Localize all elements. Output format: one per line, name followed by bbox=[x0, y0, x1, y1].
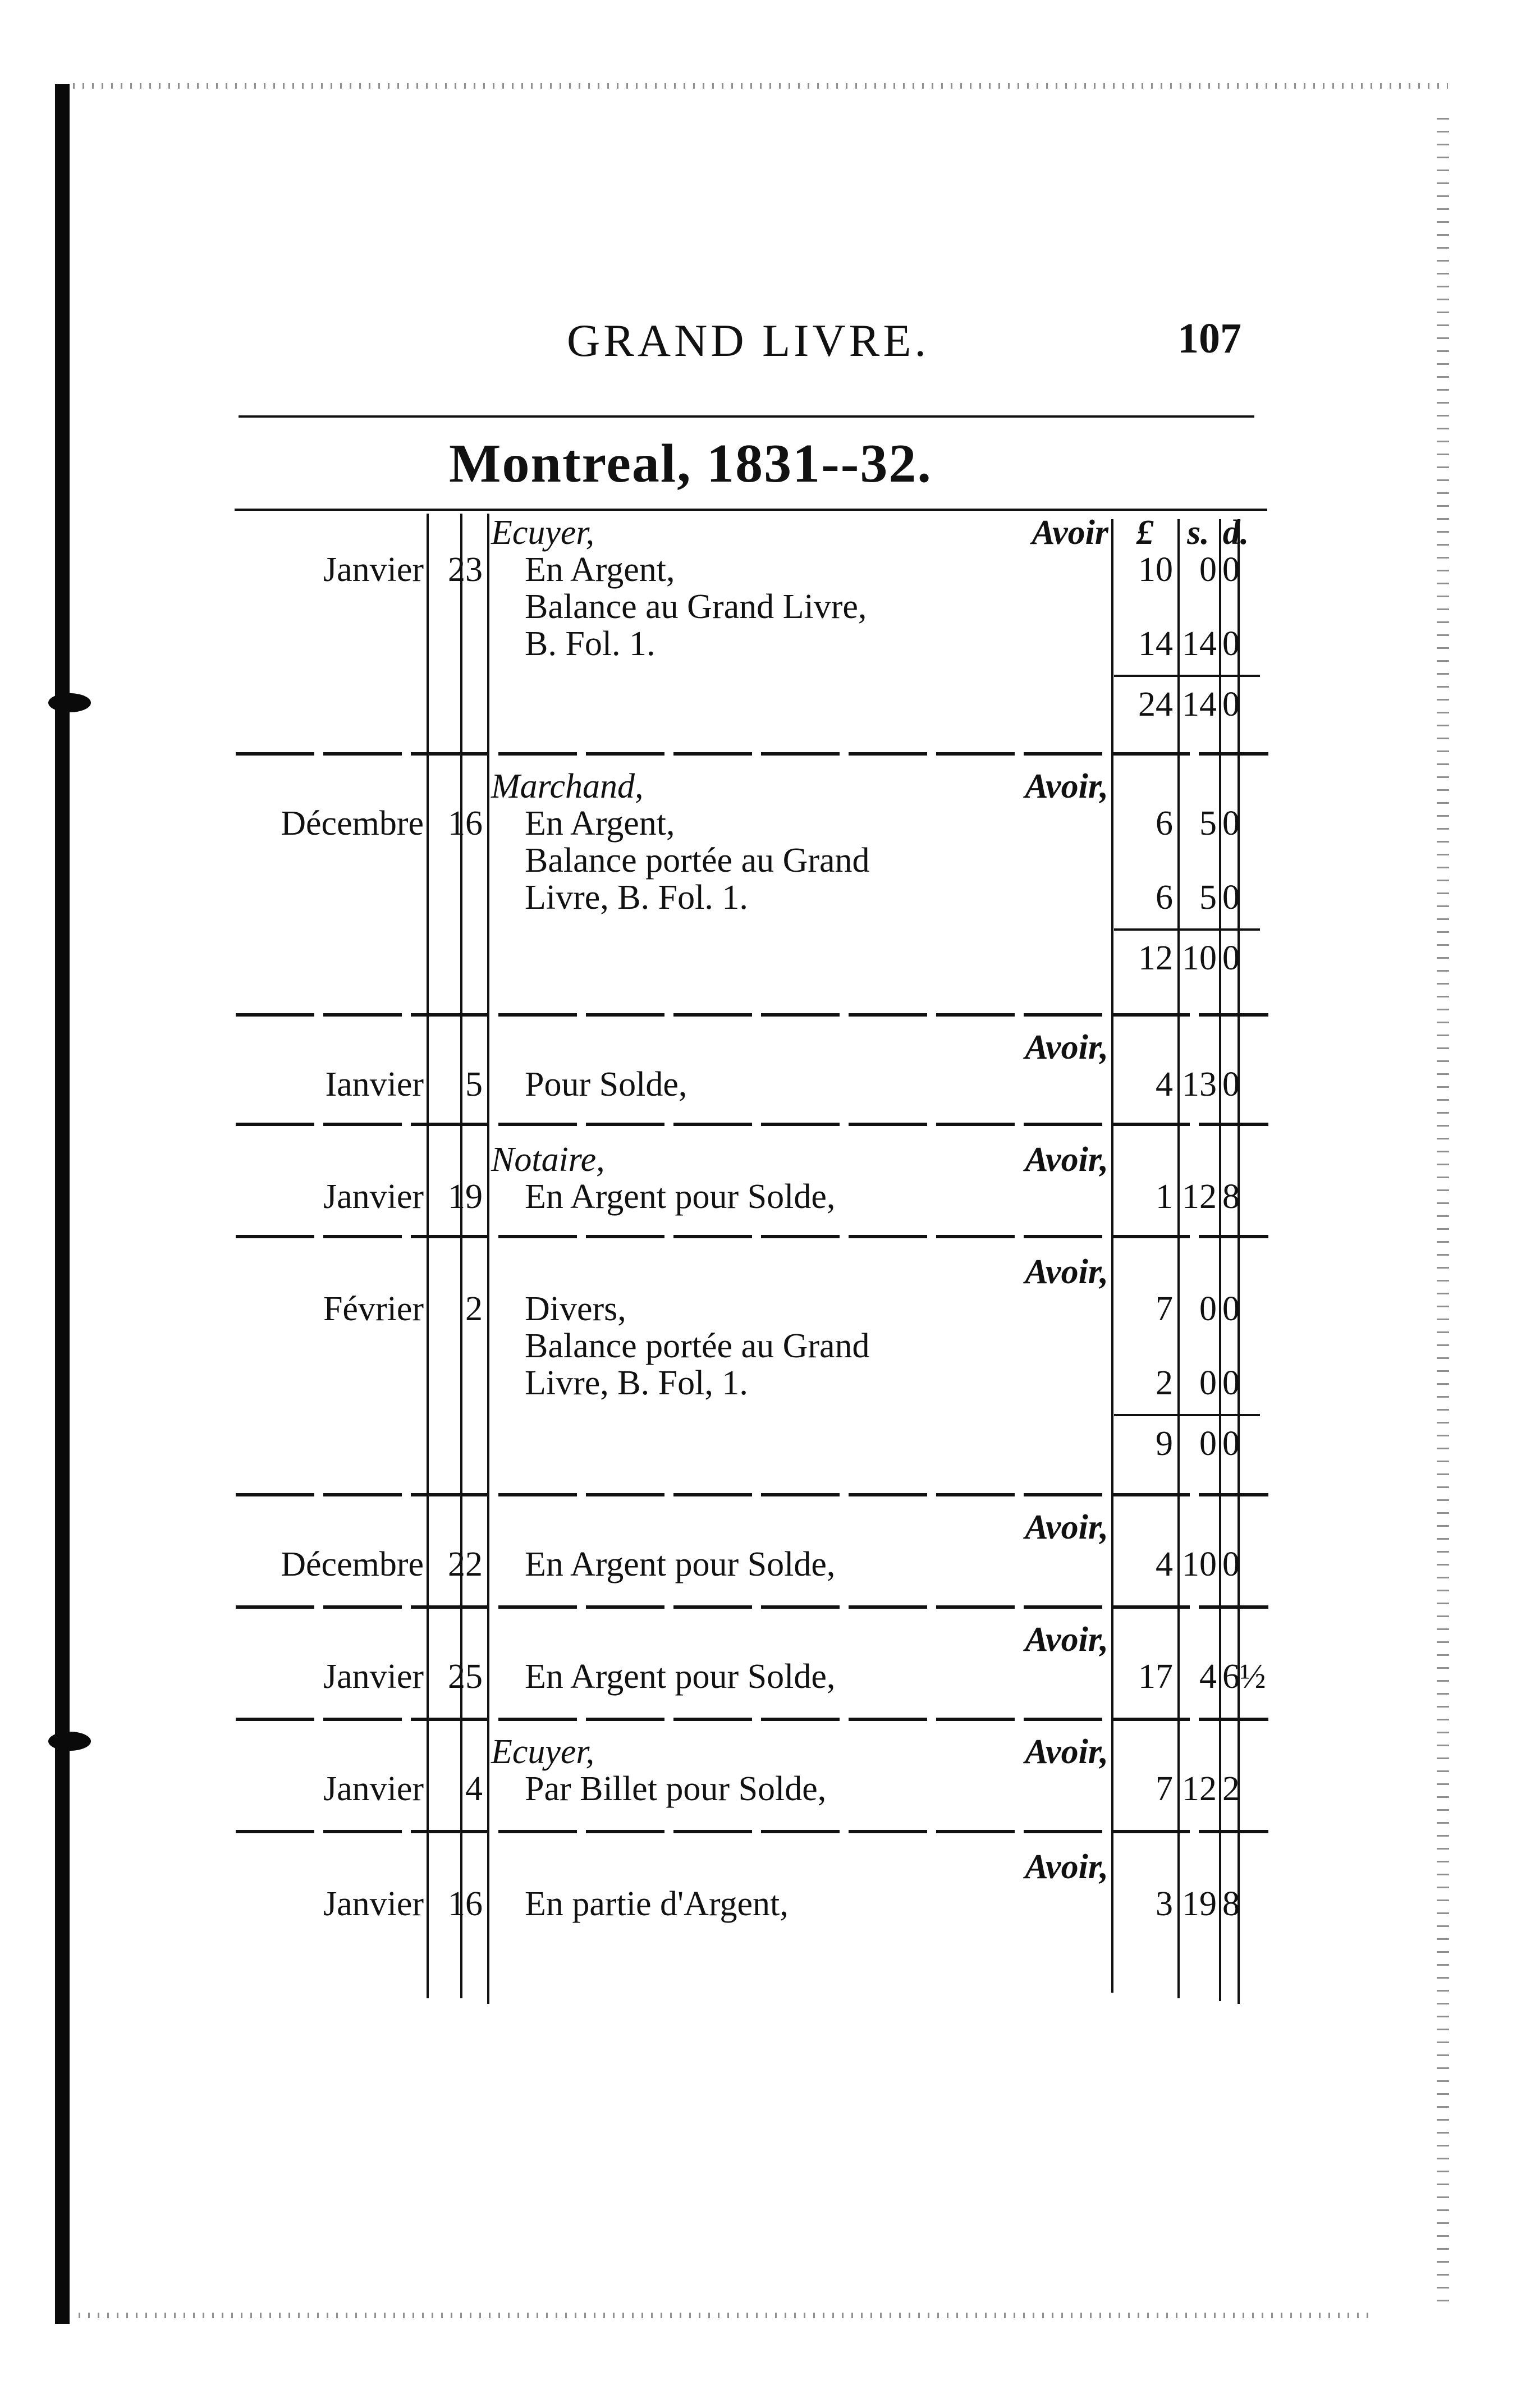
entry-month: Ianvier bbox=[325, 1065, 424, 1104]
entry-separator-rule bbox=[236, 1830, 1268, 1833]
entry-avoir-label: Avoir, bbox=[1025, 1733, 1108, 1771]
entry-day: 16 bbox=[448, 804, 483, 843]
amount-shillings: 13 bbox=[1182, 1065, 1217, 1104]
entry-avoir-label: Avoir, bbox=[1025, 1621, 1108, 1659]
amount-pounds: 3 bbox=[1156, 1885, 1173, 1923]
entry-avoir-label: Avoir bbox=[1032, 514, 1108, 552]
entry-description: En Argent, bbox=[525, 551, 675, 589]
entry-separator-rule bbox=[236, 1718, 1268, 1721]
entry-account-name: Ecuyer, bbox=[491, 514, 595, 552]
amount-pounds: 10 bbox=[1138, 551, 1173, 589]
sum-rule bbox=[1114, 1414, 1260, 1416]
column-line-date bbox=[427, 514, 429, 1998]
entry-month: Janvier bbox=[323, 1770, 424, 1808]
shillings-column-header: s. bbox=[1187, 514, 1209, 552]
entry-account-name: Ecuyer, bbox=[491, 1733, 595, 1771]
total-pence: 0 bbox=[1222, 939, 1240, 977]
column-line-amount bbox=[1111, 519, 1113, 1993]
amount-shillings: 0 bbox=[1199, 1364, 1217, 1402]
entry-separator-rule bbox=[236, 1605, 1268, 1609]
amount-pounds: 4 bbox=[1156, 1545, 1173, 1583]
amount-pence: 0 bbox=[1222, 551, 1240, 589]
entry-avoir-label: Avoir, bbox=[1025, 1508, 1108, 1546]
amount-pounds: 6 bbox=[1156, 804, 1173, 843]
amount-pounds: 6 bbox=[1156, 878, 1173, 917]
amount-shillings: 4 bbox=[1199, 1658, 1217, 1696]
entry-description: En Argent pour Solde, bbox=[525, 1545, 836, 1583]
entry-separator-rule bbox=[236, 1123, 1268, 1126]
entry-month: Décembre bbox=[281, 804, 424, 843]
entry-avoir-label: Avoir, bbox=[1025, 1028, 1108, 1067]
entry-description: Livre, B. Fol. 1. bbox=[525, 878, 748, 917]
amount-pence: 8 bbox=[1222, 1178, 1240, 1216]
amount-pounds: 2 bbox=[1156, 1364, 1173, 1402]
entry-avoir-label: Avoir, bbox=[1025, 1141, 1108, 1179]
entry-description: Balance portée au Grand bbox=[525, 1327, 870, 1365]
running-header-title: GRAND LIVRE. bbox=[567, 315, 929, 366]
amount-pence: 0 bbox=[1222, 625, 1240, 663]
amount-shillings: 0 bbox=[1199, 551, 1217, 589]
amount-pence: 0 bbox=[1222, 1364, 1240, 1402]
entry-description: Pour Solde, bbox=[525, 1065, 688, 1104]
entry-month: Janvier bbox=[323, 1885, 424, 1923]
entry-description: En Argent pour Solde, bbox=[525, 1658, 836, 1696]
entry-account-name: Marchand, bbox=[491, 767, 644, 805]
amount-pence: 0 bbox=[1222, 1065, 1240, 1104]
amount-pounds: 14 bbox=[1138, 625, 1173, 663]
entry-month: Janvier bbox=[323, 1658, 424, 1696]
total-shillings: 14 bbox=[1182, 685, 1217, 724]
amount-shillings: 5 bbox=[1199, 878, 1217, 917]
entry-description: Par Billet pour Solde, bbox=[525, 1770, 827, 1808]
amount-shillings: 0 bbox=[1199, 1290, 1217, 1328]
total-pence: 0 bbox=[1222, 685, 1240, 724]
amount-shillings: 19 bbox=[1182, 1885, 1217, 1923]
entry-month: Février bbox=[323, 1290, 424, 1328]
entry-description: B. Fol. 1. bbox=[525, 625, 656, 663]
entry-day: 25 bbox=[448, 1658, 483, 1696]
amount-pence: 0 bbox=[1222, 1290, 1240, 1328]
entry-day: 23 bbox=[448, 551, 483, 589]
entry-avoir-label: Avoir, bbox=[1025, 1253, 1108, 1291]
entry-description: Balance portée au Grand bbox=[525, 841, 870, 880]
entry-day: 2 bbox=[465, 1290, 483, 1328]
entry-avoir-label: Avoir, bbox=[1025, 1848, 1108, 1886]
amount-pounds: 7 bbox=[1156, 1290, 1173, 1328]
amount-pounds: 17 bbox=[1138, 1658, 1173, 1696]
page-number: 107 bbox=[1177, 315, 1241, 362]
entry-separator-rule bbox=[236, 752, 1268, 756]
amount-shillings: 14 bbox=[1182, 625, 1217, 663]
amount-pence: 2 bbox=[1222, 1770, 1240, 1808]
page-heading: Montreal, 1831--32. bbox=[449, 433, 932, 494]
entry-description: En Argent, bbox=[525, 804, 675, 843]
entry-month: Janvier bbox=[323, 1178, 424, 1216]
entry-day: 4 bbox=[465, 1770, 483, 1808]
entry-description: Divers, bbox=[525, 1290, 626, 1328]
entry-separator-rule bbox=[236, 1235, 1268, 1238]
total-pounds: 24 bbox=[1138, 685, 1173, 724]
amount-pence: 0 bbox=[1222, 804, 1240, 843]
amount-pounds: 4 bbox=[1156, 1065, 1173, 1104]
entry-day: 22 bbox=[448, 1545, 483, 1583]
entry-separator-rule bbox=[236, 1493, 1268, 1496]
amount-pence: 0 bbox=[1222, 1545, 1240, 1583]
entry-separator-rule bbox=[236, 1013, 1268, 1017]
total-pounds: 9 bbox=[1156, 1425, 1173, 1463]
entry-day: 5 bbox=[465, 1065, 483, 1104]
entry-description: Livre, B. Fol, 1. bbox=[525, 1364, 748, 1402]
entry-month: Janvier bbox=[323, 551, 424, 589]
amount-pence: 6½ bbox=[1222, 1658, 1266, 1696]
sum-rule bbox=[1114, 675, 1260, 677]
total-pounds: 12 bbox=[1138, 939, 1173, 977]
amount-pounds: 1 bbox=[1156, 1178, 1173, 1216]
amount-pence: 0 bbox=[1222, 878, 1240, 917]
column-line-shillings bbox=[1219, 519, 1221, 2001]
amount-pounds: 7 bbox=[1156, 1770, 1173, 1808]
sum-rule bbox=[1114, 928, 1260, 931]
amount-shillings: 5 bbox=[1199, 804, 1217, 843]
pounds-column-header: £ bbox=[1136, 514, 1154, 552]
total-pence: 0 bbox=[1222, 1425, 1240, 1463]
entry-day: 16 bbox=[448, 1885, 483, 1923]
amount-pence: 8 bbox=[1222, 1885, 1240, 1923]
column-line-description bbox=[487, 514, 489, 2004]
entry-day: 19 bbox=[448, 1178, 483, 1216]
entry-description: En Argent pour Solde, bbox=[525, 1178, 836, 1216]
entry-avoir-label: Avoir, bbox=[1025, 767, 1108, 805]
entry-account-name: Notaire, bbox=[491, 1141, 605, 1179]
amount-shillings: 12 bbox=[1182, 1178, 1217, 1216]
total-shillings: 10 bbox=[1182, 939, 1217, 977]
amount-shillings: 10 bbox=[1182, 1545, 1217, 1583]
entry-description: Balance au Grand Livre, bbox=[525, 588, 867, 626]
entry-description: En partie d'Argent, bbox=[525, 1885, 789, 1923]
entry-month: Décembre bbox=[281, 1545, 424, 1583]
total-shillings: 0 bbox=[1199, 1425, 1217, 1463]
pence-column-header: d. bbox=[1222, 514, 1249, 552]
amount-shillings: 12 bbox=[1182, 1770, 1217, 1808]
